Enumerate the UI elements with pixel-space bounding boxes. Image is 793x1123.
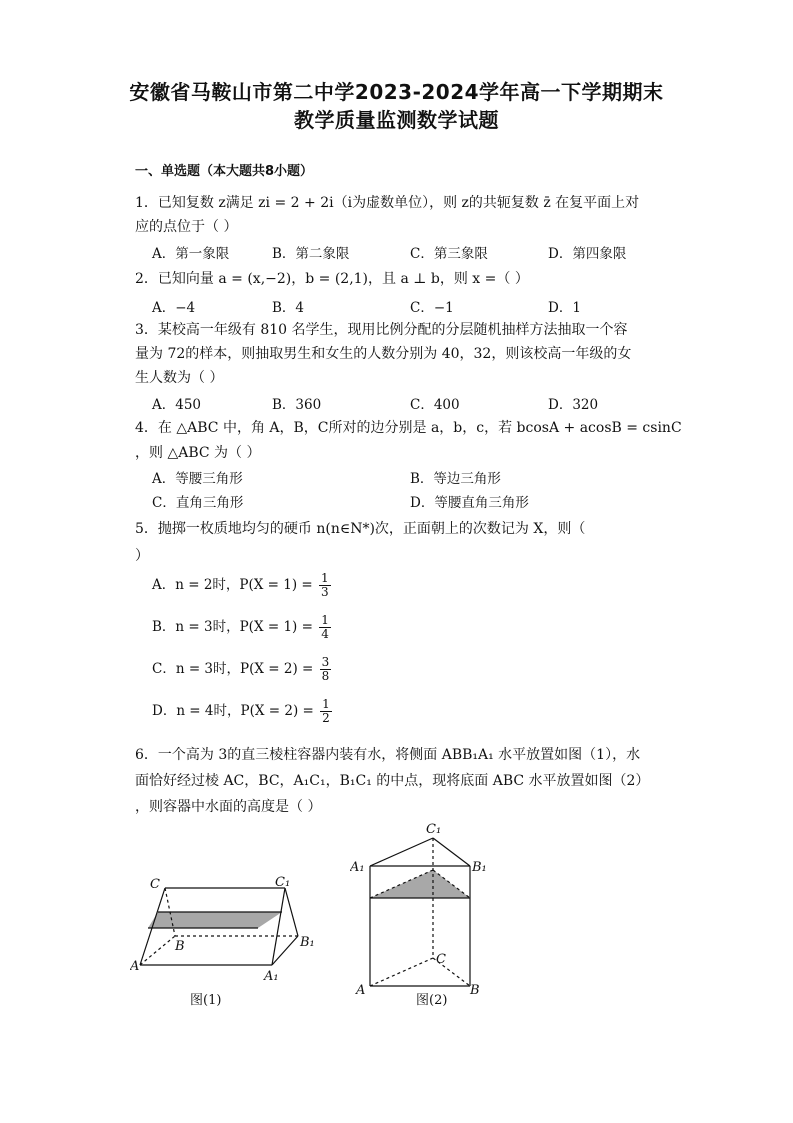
q4-option-a: A．等腰三角形 — [152, 471, 243, 487]
q3-line-2: 量为 72的样本，则抽取男生和女生的人数分别为 40，32，则该校高一年级的女 — [135, 346, 632, 362]
title-line-2: 教学质量监测数学试题 — [294, 108, 499, 132]
q6-line-1: 6．一个高为 3的直三棱柱容器内装有水，将侧面 ABB₁A₁ 水平放置如图（1），水 — [135, 747, 641, 763]
label-b: B — [470, 983, 480, 998]
label-c: C — [150, 877, 160, 892]
q3-option-d: D．320 — [548, 397, 599, 413]
figure-2-prism-standing — [350, 818, 495, 1018]
label-b: B — [175, 939, 185, 954]
figure-2-caption: 图(2) — [416, 993, 448, 1008]
figure-1-prism-lying — [130, 868, 330, 1013]
figure-1-caption: 图(1) — [190, 993, 222, 1008]
numerator: 1 — [321, 613, 329, 627]
q5-line-1: 5．抛掷一枚质地均匀的硬币 n(n∈N*)次，正面朝上的次数记为 X，则（ — [135, 521, 586, 537]
q5-option-b — [152, 614, 331, 641]
q2-option-b: B．4 — [272, 300, 305, 316]
q6-line-2: 面恰好经过棱 AC，BC，A₁C₁，B₁C₁ 的中点，现将底面 ABC 水平放置如图（2） — [135, 773, 650, 789]
q4-line-1: 4．在 △ABC 中，角 A，B，C所对的边分别是 a，b，c，若 bcosA + acosB = csinC — [135, 420, 682, 436]
label-b1: B₁ — [472, 860, 487, 875]
q1-option-c: C．第三象限 — [410, 246, 488, 262]
q4-option-c: C．直角三角形 — [152, 495, 244, 511]
q2-option-c: C．−1 — [410, 300, 454, 316]
q4-option-d: D．等腰直角三角形 — [410, 495, 529, 511]
q5-line-2: ） — [135, 548, 149, 564]
q3-line-3: 生人数为（ ） — [135, 370, 224, 386]
label-a1: A₁ — [350, 860, 365, 875]
q5-option-b-fraction — [319, 614, 331, 641]
q1-line-2: 应的点位于（ ） — [135, 219, 238, 235]
numerator: 1 — [321, 571, 329, 585]
numerator: 1 — [322, 697, 330, 711]
q3-option-a: A．450 — [152, 397, 202, 413]
q5-option-a-fraction — [319, 572, 331, 599]
q5-option-a — [152, 572, 331, 599]
denominator: 8 — [321, 669, 330, 683]
q2-line-1: 2．已知向量 a = (x,−2)，b = (2,1)，且 a ⊥ b，则 x =（ ） — [135, 271, 529, 287]
label-b1: B₁ — [300, 935, 315, 950]
q5-option-c — [152, 656, 331, 683]
q2-option-a: A．−4 — [152, 300, 196, 316]
water-surface — [370, 870, 470, 898]
q5-option-c-text: C．n = 3时，P(X = 2) = — [152, 661, 314, 677]
q3-line-1: 3．某校高一年级有 810 名学生，现用比例分配的分层随机抽样方法抽取一个容 — [135, 322, 628, 338]
denominator: 4 — [321, 627, 329, 641]
q5-option-d-text: D．n = 4时，P(X = 2) = — [152, 703, 314, 719]
denominator: 3 — [321, 585, 329, 599]
q5-option-d — [152, 698, 332, 725]
q5-option-d-fraction — [320, 698, 332, 725]
q3-option-c: C．400 — [410, 397, 460, 413]
q1-option-d: D．第四象限 — [548, 246, 627, 262]
label-a: A — [130, 959, 140, 974]
q6-line-3: ，则容器中水面的高度是（ ） — [135, 799, 322, 815]
q3-option-b: B．360 — [272, 397, 322, 413]
q1-line-1: 1．已知复数 z满足 zi = 2 + 2i（i为虚数单位），则 z的共轭复数 z̄ 在复平面上对 — [135, 195, 640, 211]
q5-option-b-text: B．n = 3时，P(X = 1) = — [152, 619, 313, 635]
label-a1: A₁ — [264, 969, 279, 984]
q1-option-a: A．第一象限 — [152, 246, 230, 262]
water-surface — [148, 912, 282, 928]
q5-option-a-text: A．n = 2时，P(X = 1) = — [152, 577, 313, 593]
q1-option-b: B．第二象限 — [272, 246, 350, 262]
q4-option-b: B．等边三角形 — [410, 471, 501, 487]
q2-option-d: D．1 — [548, 300, 581, 316]
label-c1: C₁ — [426, 822, 442, 837]
title-line-1: 安徽省马鞍山市第二中学2023-2024学年高一下学期期末 — [129, 80, 664, 104]
numerator: 3 — [321, 655, 330, 669]
label-c: C — [436, 952, 446, 967]
denominator: 2 — [322, 711, 330, 725]
label-c1: C₁ — [275, 875, 291, 890]
q5-option-c-fraction — [320, 656, 332, 683]
section-heading: 一、单选题（本大题共8小题） — [135, 164, 314, 179]
q4-line-2: ，则 △ABC 为（ ） — [135, 445, 261, 461]
label-a: A — [356, 983, 366, 998]
